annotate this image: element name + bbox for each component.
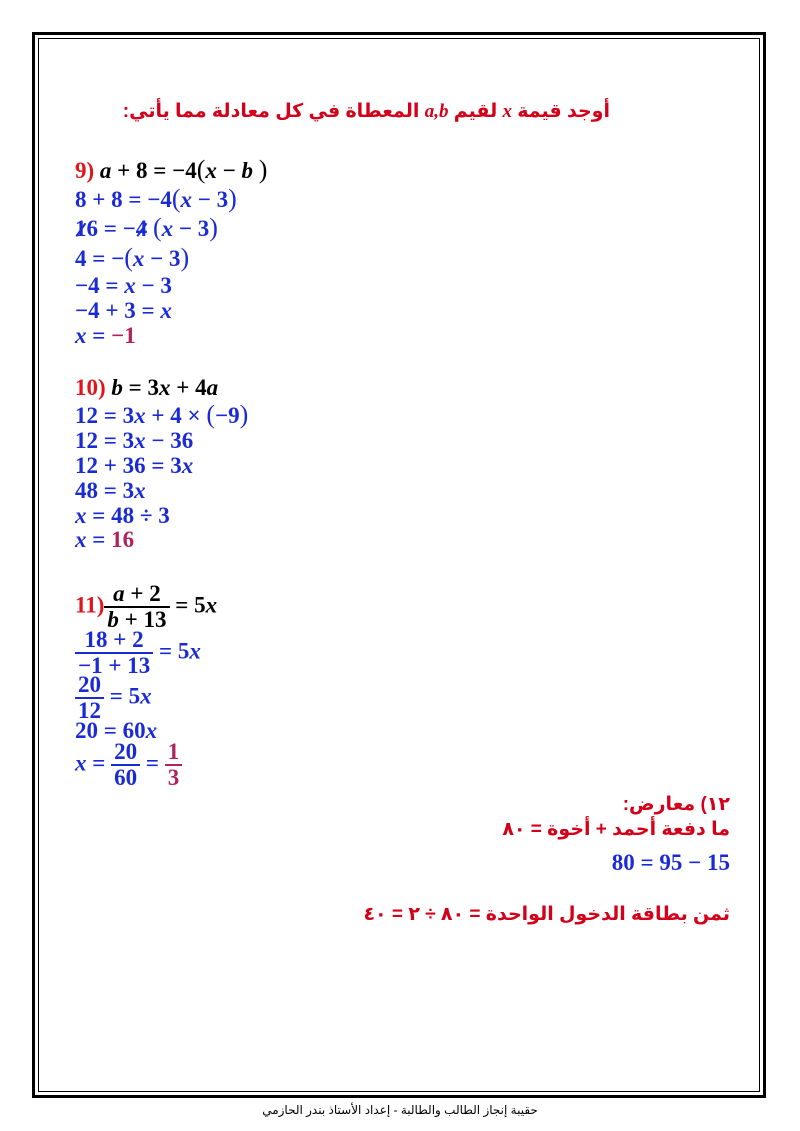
problem-9-step-2: 16 = −4 (x − 3) xyxy=(75,213,218,242)
problem-9-step-1: 8 + 8 = −4(x − 3) xyxy=(75,184,237,213)
problem-10-step-2: 12 = 3x − 36 xyxy=(75,428,194,453)
problem-10-step-1: 12 = 3x + 4 × (−9) xyxy=(75,400,249,429)
problem-11-answer: x = $\frac{20}{60}$ = $\frac{1}{3}$ xyxy=(75,740,182,790)
problem-10-step-5: x = 48 ÷ 3 xyxy=(75,503,170,528)
problem-9-answer: x = −1 xyxy=(75,323,136,348)
problem-10-step-3: 12 + 36 = 3x xyxy=(75,453,194,478)
problem-9-statement: 9) a + 8 = −4(x − b ) xyxy=(75,155,268,184)
problem-10-step-4: 48 = 3x xyxy=(75,478,146,503)
problem-12-line-1: ما دفعة أحمد + أخوة = ٨٠ xyxy=(502,819,730,840)
exercise-instruction: أوجد قيمة x لقيم a,b المعطاة في كل معادلة مما يأتي: xyxy=(122,101,610,122)
problem-11-step-1: $\frac{18 + 2}{-1 + 13}$ = 5x xyxy=(75,628,201,678)
problem-10-statement: 10) b = 3x + 4a xyxy=(75,375,219,400)
problem-9-step-3: 4 = −(x − 3) xyxy=(75,243,190,272)
problem-11-step-2: $\frac{20}{12}$ = 5x xyxy=(75,673,152,723)
problem-12-equation: 80 = 95 − 15 xyxy=(611,850,730,875)
problem-9-step-4: −4 = x − 3 xyxy=(75,273,172,298)
problem-9-step-5: −4 + 3 = x xyxy=(75,298,172,323)
problem-12-line-2: ثمن بطاقة الدخول الواحدة = ٨٠ ÷ ٢ = ٤٠ xyxy=(363,904,730,925)
problem-10-answer: x = 16 xyxy=(75,527,135,552)
problem-11-statement: 11) $\frac{a + 2}{b + 13}$ = 5x xyxy=(75,581,218,633)
problem-12-heading: ١٢) معارض: xyxy=(622,794,730,815)
page-footer: حقيبة إنجاز الطالب والطالبة - إعداد الأستاذ بندر الحازمي xyxy=(262,1103,538,1117)
problem-11-step-3: 20 = 60x xyxy=(75,718,158,743)
